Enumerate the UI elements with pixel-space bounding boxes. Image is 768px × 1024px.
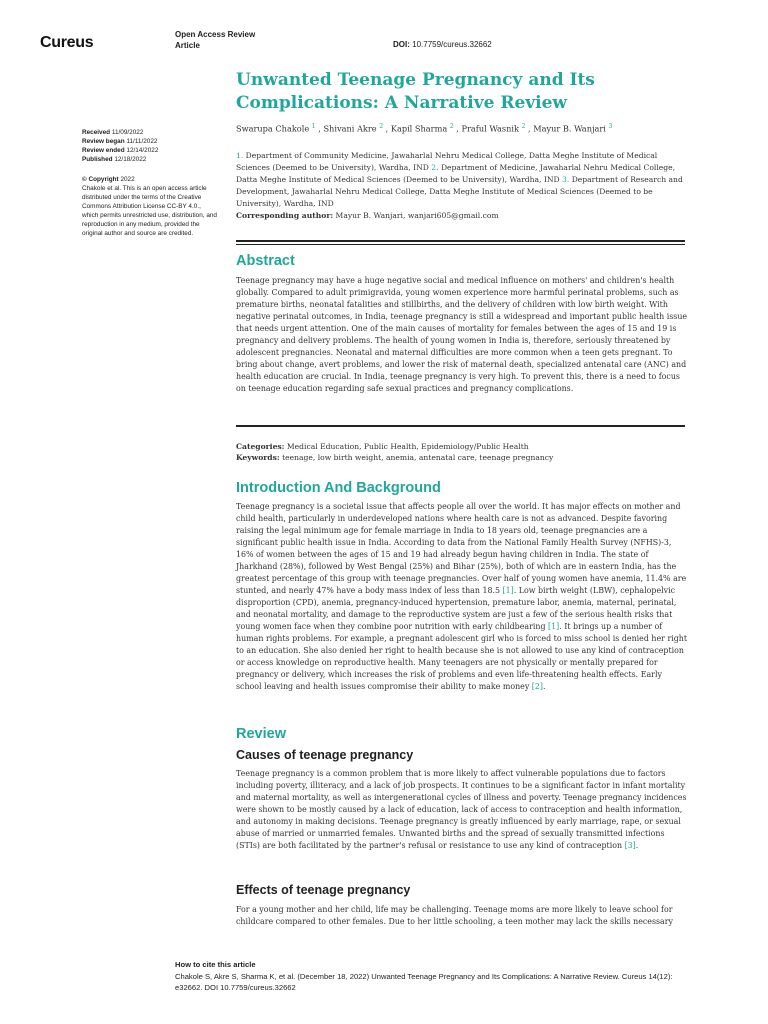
- abstract-text: Teenage pregnancy may have a huge negative social and medical influence on mothers' and children's health globally. Compared to adult primigravida, young women experience more harmful perinatal problems, such as premature births, neonatal fatalities and stillbirths, and the delivery of children with low birth weight. With negative perinatal outcomes, in India, teenage pregnancy is still a widespread and important public health issue that needs urgent attention. One of the main causes of mortality for females between the ages of 15 and 19 is pregnancy and delivery problems. The health of young women in India is, therefore, seriously threatened by adolescent pregnancies. Neonatal and maternal difficulties are more common when a teen gets pregnant. To bring about change, avert problems, and lower the risk of maternal death, specialized antenatal care (ANC) and health education are crucial. In India, teenage pregnancy is very high. To prevent this, there is a need to focus on teenage education regarding safe sexual practices and pregnancy complications.: [236, 276, 688, 393]
- author-affil-num: 2: [521, 123, 526, 130]
- author-affil-num: 3: [608, 123, 613, 130]
- review-heading: Review: [236, 726, 286, 742]
- date-value: 11/11/2022: [126, 138, 158, 145]
- copyright-label: © Copyright: [82, 176, 119, 183]
- categories-label: Categories:: [236, 442, 285, 451]
- causes-text: Teenage pregnancy is a common problem that is more likely to affect vulnerable populations due to factors including poverty, illiteracy, and a lack of job prospects. It continues to be a significant factor in infant mortality and maternal mortality, as well as intergenerational cycles of illness and poverty. Teenage pregnancy incidences were shown to be mostly caused by a lack of education, lack of access to contraception and health information, and autonomy in making decisions. Teenage pregnancy is greatly influenced by early marriage, rape, or sexual abuse of married or unmarried females. Unwanted births and the spread of sexually transmitted infections (STIs) are both facilitated by the partner's refusal or resistance to use any kind of contraception: [236, 769, 687, 850]
- keywords-label: Keywords:: [236, 453, 280, 462]
- effects-heading: Effects of teenage pregnancy: [236, 883, 411, 897]
- copyright-block: [82, 175, 217, 238]
- causes-text-end: .: [635, 841, 639, 850]
- author-name[interactable]: Mayur B. Wanjari: [533, 123, 606, 134]
- date-value: 12/14/2022: [126, 147, 159, 154]
- date-value: 12/18/2022: [114, 156, 147, 163]
- abstract-heading: Abstract: [236, 253, 295, 269]
- reference-link[interactable]: [3]: [624, 841, 636, 850]
- keywords: [236, 452, 553, 464]
- intro-heading: Introduction And Background: [236, 480, 441, 496]
- intro-text-3: . It brings up a number of human rights problems. For example, a pregnant adolescent girl who is forced to miss school is denied her right to an education. She also denied her right to health because she is not allowed to use any kind of contraception or access knowledge on reproductive health. Many teenagers are not physically or mentally prepared for pregnancy or delivery, which increases the risk of problems and even life-threatening health effects. Early school leaving and health issues compromise their ability to make money: [236, 622, 688, 691]
- keywords-value: teenage, low birth weight, anemia, antenatal care, teenage pregnancy: [282, 453, 554, 462]
- affiliations: [236, 150, 686, 210]
- affil-text: Department of Research and Development, Jawaharlal Nehru Medical College, Datta Meghe Institute of Medical Sciences (Deemed to be University), Wardha, IND: [236, 175, 683, 208]
- cite-text: Chakole S, Akre S, Sharma K, et al. (December 18, 2022) Unwanted Teenage Pregnancy and Its Complications: A Narrative Review. Cureus 14(12): e32662. DOI 10.7759/cureus.32662: [175, 972, 673, 992]
- journal-logo: Cureus: [40, 34, 94, 51]
- doi-value: 10.7759/cureus.32662: [412, 40, 492, 49]
- author-affil-num: 2: [379, 123, 384, 130]
- section-divider-thin: [236, 244, 685, 245]
- article-type-line1: Open Access Review: [175, 30, 256, 39]
- causes-paragraph: [236, 768, 688, 852]
- copyright-year: 2022: [120, 176, 135, 183]
- section-divider: [236, 425, 685, 427]
- author-affil-num: 2: [449, 123, 454, 130]
- author-list: Swarupa Chakole $^1$ , Shivani Akre $^2$ , Kapil Sharma $^2$ , Praful Wasnik $^2$ , Mayur B. Wanjari $^3$: [236, 123, 613, 134]
- doi: [393, 40, 492, 49]
- author-name[interactable]: Swarupa Chakole: [236, 123, 310, 134]
- cite-heading: How to cite this article: [175, 960, 256, 969]
- reference-link[interactable]: [1]: [548, 622, 560, 631]
- corresponding-value[interactable]: Mayur B. Wanjari, wanjari605@gmail.com: [335, 211, 499, 220]
- article-title: Unwanted Teenage Pregnancy and Its Complications: A Narrative Review: [236, 70, 595, 113]
- publication-dates: [82, 128, 158, 164]
- date-label: Review ended: [82, 147, 125, 154]
- affil-text: Department of Medicine, Jawaharlal Nehru Medical College, Datta Meghe Institute of Medical Sciences (Deemed to be University), Wardha, IND: [236, 163, 676, 184]
- intro-text-1: Teenage pregnancy is a societal issue that affects people all over the world. It has major effects on mother and child health, particularly in underdeveloped nations where health care is not as advanced. Despite favoring raising the legal minimum age for female marriage in India to 18 years old, teenage pregnancies are a significant public health issue in India. According to data from the National Family Health Survey (NFHS)-3, 16% of women between the ages of 15 and 19 had already begun having children in India. The state of Jharkhand (28%), followed by West Bengal (25%) and Bihar (25%), both of which are in eastern India, has the greatest percentage of this group with teenage pregnancies. Over half of young women have anemia, 11.4% are stunted, and nearly 47% have a body mass index of less than 18.5: [236, 502, 687, 595]
- affil-num: 2.: [431, 163, 439, 172]
- copyright-text: Chakole et al. This is an open access article distributed under the terms of the Creative Commons Attribution License CC-BY 4.0., which permits unrestricted use, distribution, and reproduction in any medium, provided the original author and source are credited.: [82, 185, 217, 237]
- affil-num: 1.: [236, 151, 244, 160]
- corresponding-author: [236, 211, 499, 220]
- causes-heading: Causes of teenage pregnancy: [236, 748, 414, 762]
- article-type: [175, 29, 255, 51]
- doi-label: DOI:: [393, 40, 410, 49]
- date-value: 11/09/2022: [111, 129, 144, 136]
- date-label: Received: [82, 129, 111, 136]
- section-divider: [236, 240, 685, 242]
- author-name[interactable]: Shivani Akre: [323, 123, 377, 134]
- date-label: Published: [82, 156, 113, 163]
- intro-text-end: .: [542, 682, 546, 691]
- affil-text: Department of Community Medicine, Jawaharlal Nehru Medical College, Datta Meghe Institute of Medical Sciences (Deemed to be University), Wardha, IND: [236, 151, 658, 172]
- corresponding-label: Corresponding author:: [236, 211, 334, 220]
- reference-link[interactable]: [1]: [502, 586, 514, 595]
- author-name[interactable]: Praful Wasnik: [461, 123, 519, 134]
- intro-paragraph: [236, 501, 688, 693]
- date-label: Review began: [82, 138, 125, 145]
- author-name[interactable]: Kapil Sharma: [390, 123, 448, 134]
- effects-paragraph: For a young mother and her child, life may be challenging. Teenage moms are more likely to leave school for childcare compared to other females. Due to her little schooling, a teen mother may lack the skills necessary: [236, 905, 673, 926]
- author-affil-num: 1: [311, 123, 316, 130]
- reference-link[interactable]: [2]: [531, 682, 543, 691]
- affil-num: 3.: [562, 175, 570, 184]
- intro-text-2: . Low birth weight (LBW), cephalopelvic disproportion (CPD), anemia, pregnancy-induced hypertension, premature labor, anemia, maternal, perinatal, and neonatal mortality, and damage to the reproductive system are just a few of the serious health risks that young women face when they combine poor nutrition with early childbearing: [236, 586, 677, 631]
- article-type-line2: Article: [175, 41, 200, 50]
- categories-value: Medical Education, Public Health, Epidemiology/Public Health: [286, 442, 529, 451]
